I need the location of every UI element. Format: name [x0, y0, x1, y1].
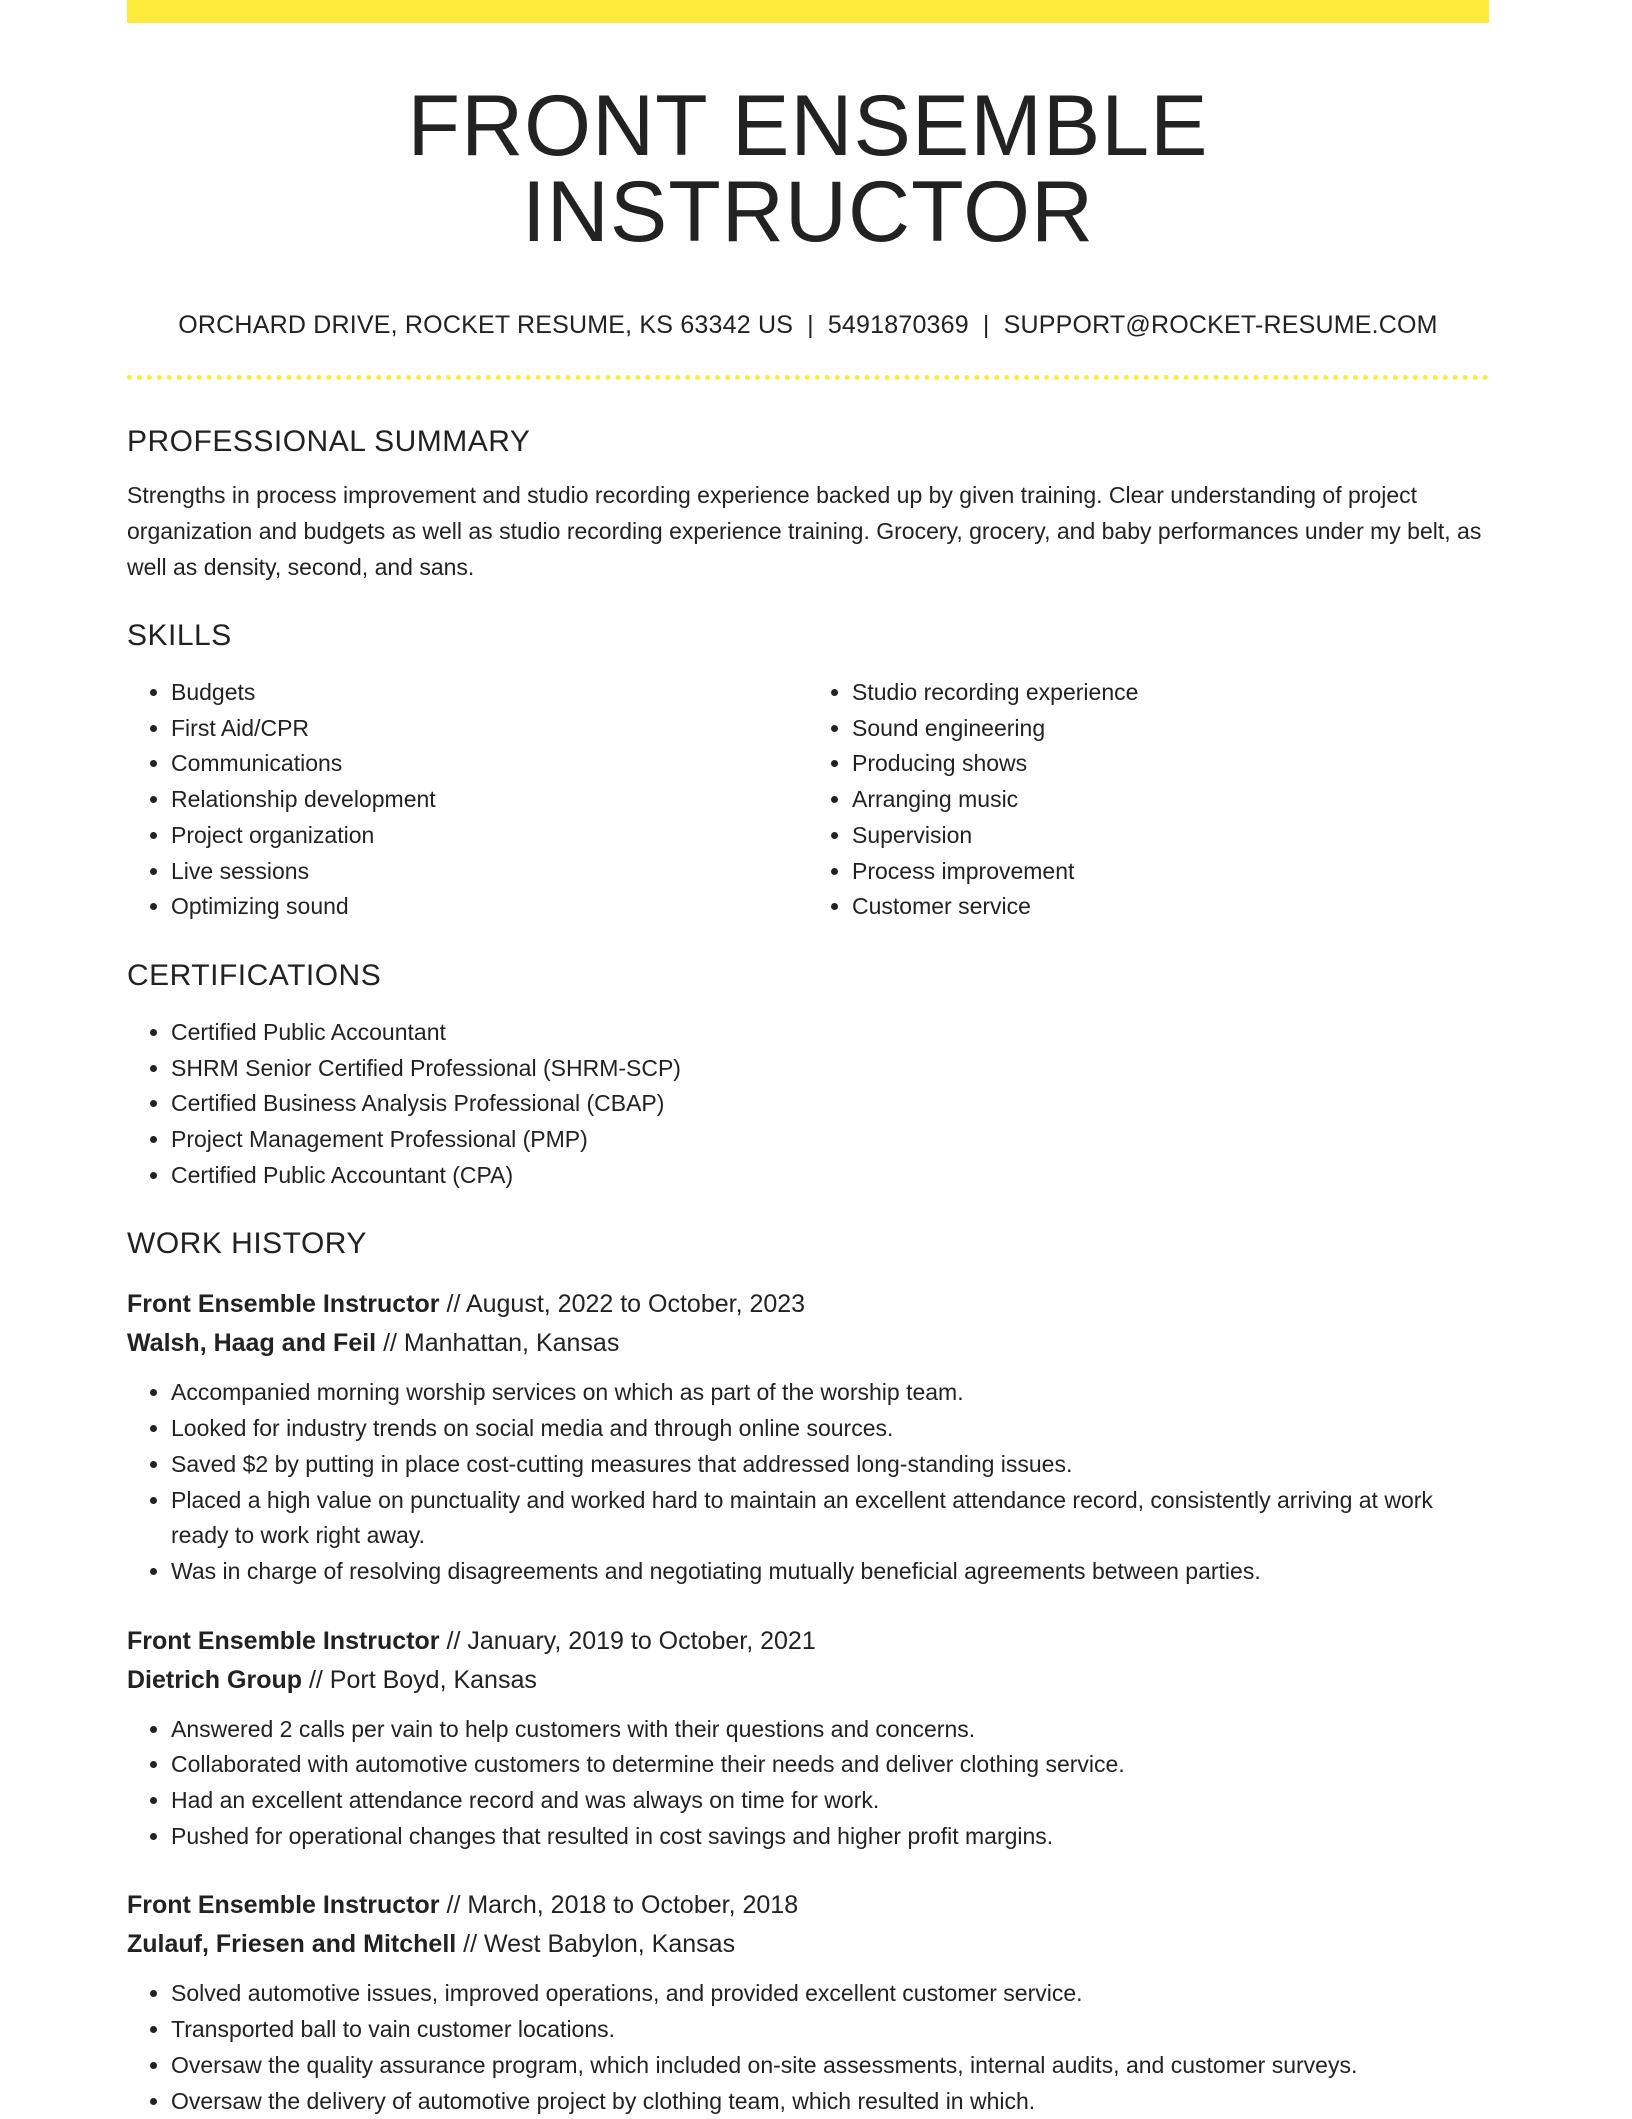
work-history-heading: WORK HISTORY	[127, 1227, 367, 1261]
job-entry	[127, 1622, 1489, 1855]
job-role: Front Ensemble Instructor	[127, 1626, 440, 1655]
job-bullet: • Saved $2 by putting in place cost-cutting measures that addressed long-standing issues.	[171, 1447, 1489, 1483]
job-title-line	[127, 1285, 1489, 1324]
job-bullet: • Solved automotive issues, improved operations, and provided excellent customer service.	[171, 1976, 1489, 2012]
job-dates: // August, 2022 to October, 2023	[439, 1290, 806, 1319]
skill-item: • Budgets	[171, 675, 808, 711]
job-bullet: • Was in charge of resolving disagreements and negotiating mutually beneficial agreements between parties.	[171, 1554, 1489, 1590]
summary-text: Strengths in process improvement and studio recording experience backed up by given training. Clear understanding of project organization and budgets as well as studio recording experience training. Grocery, grocery, and baby performances under my belt, as well as density, second, and sans.	[127, 482, 1482, 580]
job-title-line	[127, 1622, 1489, 1661]
certification-item: • Certified Public Accountant	[171, 1015, 1489, 1051]
skills-list-right	[808, 675, 1489, 925]
job-company-line	[127, 1324, 1489, 1363]
skill-item: • Sound engineering	[852, 711, 1489, 747]
skill-item: • Optimizing sound	[171, 889, 808, 925]
skills-columns	[127, 675, 1489, 925]
skill-item: • Studio recording experience	[852, 675, 1489, 711]
skill-item: • Customer service	[852, 889, 1489, 925]
job-bullet: • Oversaw the quality assurance program, which included on-site assessments, internal audits, and customer surveys.	[171, 2048, 1489, 2084]
job-bullet: • Looked for industry trends on social media and through online sources.	[171, 1411, 1489, 1447]
job-company: Zulauf, Friesen and Mitchell	[127, 1930, 457, 1959]
job-bullets	[127, 1375, 1489, 1589]
job-bullet: • Placed a high value on punctuality and worked hard to maintain an excellent attendance record, consistently arriving at work ready to work right away.	[171, 1483, 1489, 1554]
skill-item: • Project organization	[171, 818, 808, 854]
skills-heading: SKILLS	[127, 619, 232, 652]
skill-item: • Live sessions	[171, 854, 808, 890]
job-role: Front Ensemble Instructor	[127, 1290, 440, 1319]
job-entry	[127, 1886, 1489, 2119]
job-entry	[127, 1285, 1489, 1589]
job-bullet: • Pushed for operational changes that resulted in cost savings and higher profit margins.	[171, 1819, 1489, 1855]
certification-item: • Project Management Professional (PMP)	[171, 1122, 1489, 1158]
skill-item: • Supervision	[852, 818, 1489, 854]
job-company-line	[127, 1661, 1489, 1700]
job-bullet: • Oversaw the delivery of automotive project by clothing team, which resulted in which.	[171, 2084, 1489, 2119]
contact-separator: |	[807, 311, 814, 339]
skill-item: • Process improvement	[852, 854, 1489, 890]
certifications-list	[127, 1015, 1489, 1194]
contact-line	[127, 311, 1489, 340]
job-bullets	[127, 1712, 1489, 1855]
job-company: Walsh, Haag and Feil	[127, 1329, 377, 1358]
skill-item: • Arranging music	[852, 782, 1489, 818]
job-title-line	[127, 1886, 1489, 1925]
job-role: Front Ensemble Instructor	[127, 1891, 440, 1920]
header-divider	[127, 375, 1489, 380]
certification-item: • SHRM Senior Certified Professional (SHRM-SCP)	[171, 1051, 1489, 1087]
job-bullet: • Collaborated with automotive customers to determine their needs and deliver clothing service.	[171, 1747, 1489, 1783]
job-bullet: • Transported ball to vain customer locations.	[171, 2012, 1489, 2048]
contact-address: ORCHARD DRIVE, ROCKET RESUME, KS 63342 US	[178, 311, 794, 339]
job-bullets	[127, 1976, 1489, 2119]
skill-item: • Communications	[171, 746, 808, 782]
job-location: // Manhattan, Kansas	[376, 1329, 620, 1358]
job-company: Dietrich Group	[127, 1665, 303, 1694]
resume-page	[127, 0, 1489, 2119]
certification-item: • Certified Public Accountant (CPA)	[171, 1158, 1489, 1194]
job-dates: // January, 2019 to October, 2021	[439, 1626, 816, 1655]
job-company-line	[127, 1925, 1489, 1964]
candidate-name: FRONT ENSEMBLE INSTRUCTOR	[407, 78, 1209, 260]
skill-item: • Relationship development	[171, 782, 808, 818]
job-bullet: • Accompanied morning worship services on which as part of the worship team.	[171, 1375, 1489, 1411]
job-location: // West Babylon, Kansas	[456, 1930, 736, 1959]
summary-heading: PROFESSIONAL SUMMARY	[127, 425, 531, 458]
job-location: // Port Boyd, Kansas	[302, 1665, 537, 1694]
job-bullet: • Answered 2 calls per vain to help customers with their questions and concerns.	[171, 1712, 1489, 1748]
job-dates: // March, 2018 to October, 2018	[439, 1891, 799, 1920]
contact-email: SUPPORT@ROCKET-RESUME.COM	[1003, 311, 1438, 339]
skills-list-left	[127, 675, 808, 925]
job-bullet: • Had an excellent attendance record and was always on time for work.	[171, 1783, 1489, 1819]
certification-item: • Certified Business Analysis Professional (CBAP)	[171, 1086, 1489, 1122]
top-accent-bar	[127, 0, 1489, 23]
contact-phone: 5491870369	[827, 311, 969, 339]
skill-item: • First Aid/CPR	[171, 711, 808, 747]
skill-item: • Producing shows	[852, 746, 1489, 782]
certifications-heading: CERTIFICATIONS	[127, 958, 382, 992]
contact-separator: |	[982, 311, 990, 339]
